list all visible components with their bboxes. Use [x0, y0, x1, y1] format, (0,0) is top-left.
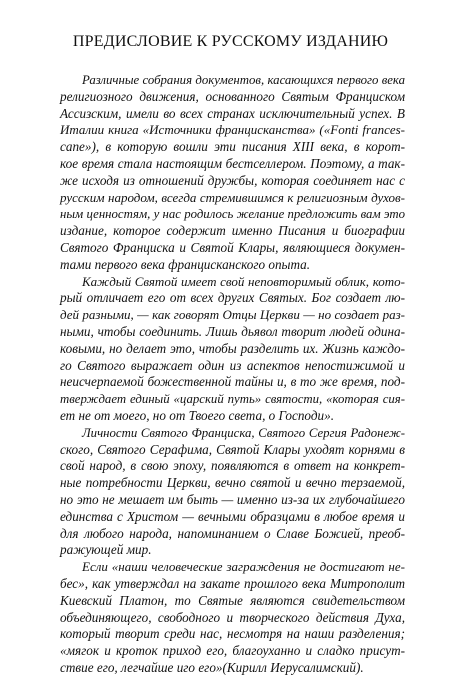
- text-line: тверждает единый «царский путь» святости, «которая сия-: [60, 392, 405, 407]
- text-line: же исходя из отношений дружбы, которая соединяет нас с: [60, 172, 405, 188]
- text-line: cane»), в которую вошли эти писания XIII века, в корот-: [60, 139, 405, 155]
- text-line: кое время стала настоящим бестселлером. Поэтому, а так-: [60, 155, 405, 171]
- text-line: «мягок и кроток приход его, благоуханно и сладко присут-: [60, 643, 405, 659]
- text-line: ными, чтобы соединить. Лишь дьявол творит людей одина-: [60, 323, 405, 339]
- text-line: дей разными, — как говорят Отцы Церкви — но создает раз-: [60, 307, 405, 323]
- text-line: ным ценностям, у нас родилось желание предложить вам это: [60, 207, 405, 222]
- text-line: Личности Святого Франциска, Святого Сергия Радонеж-: [82, 425, 405, 440]
- text-line: ского, Святого Серафима, Святой Клары уходят корнями в: [60, 441, 405, 457]
- text-line: Каждый Святой имеет свой неповторимый облик, кото-: [82, 273, 405, 289]
- text-line: свой народ, в свою эпоху, появляются в ответ на конкрет-: [60, 458, 405, 474]
- preface-text: [60, 72, 405, 677]
- text-line: Киевский Платон, то Святые являются свидетельством: [60, 592, 405, 608]
- text-line: русским народом, всегда стремившимся к религиозным духов-: [60, 189, 405, 205]
- text-line: ражующей мир.: [60, 542, 152, 558]
- page-title: ПРЕДИСЛОВИЕ К РУССКОМУ ИЗДАНИЮ: [72, 33, 389, 50]
- text-line: религиозного движения, основанного Святым Франциском: [60, 88, 405, 104]
- text-line: но это не мешает им быть — именно из-за их глубочайшего: [60, 491, 405, 507]
- text-line: объединяющего, свободного и творческого действия Духа,: [60, 609, 405, 625]
- text-line: издание, которое содержит именно Писания и биографии: [60, 223, 405, 239]
- text-line: ет не от моего, но от Твоего света, о Господи».: [60, 407, 334, 423]
- text-line: ковыми, но делает это, чтобы разделить их. Жизнь каждо-: [60, 340, 405, 356]
- text-line: Если «наши человеческие заграждения не достигают не-: [82, 559, 405, 575]
- text-line: который творит среди нас, несмотря на наши разделения;: [60, 626, 405, 642]
- text-line: го Святого выражает один из аспектов непостижимой и: [60, 357, 405, 373]
- text-line: для любого народа, напоминанием о Славе Божией, преоб-: [60, 525, 405, 541]
- text-line: ные потребности Церкви, вечно святой и вечно терзаемой,: [60, 475, 405, 491]
- text-line: тами первого века францисканского опыта.: [60, 256, 311, 272]
- text-line: рый отличает его от всех других Святых. Бог создает лю-: [60, 290, 405, 306]
- text-line: ствие его, легчайше иго его»(Кирилл Иерусалимский).: [60, 659, 364, 675]
- text-line: Различные собрания документов, касающихся первого века: [82, 73, 405, 87]
- text-line: Италии книга «Источники францисканства» («Fonti frances-: [60, 122, 405, 138]
- text-line: бес», как утверждал на закате прошлого века Митрополит: [60, 575, 405, 591]
- text-line: Святого Франциска и Святой Клары, являющиеся докумен-: [60, 239, 405, 255]
- text-line: Ассизским, имели во всех странах исключительный успех. В: [60, 105, 405, 121]
- text-line: единства с Христом — вечными образцами в любое время и: [60, 508, 405, 524]
- text-line: неисчерпаемой божественной тайны и, в то же время, под-: [60, 374, 405, 390]
